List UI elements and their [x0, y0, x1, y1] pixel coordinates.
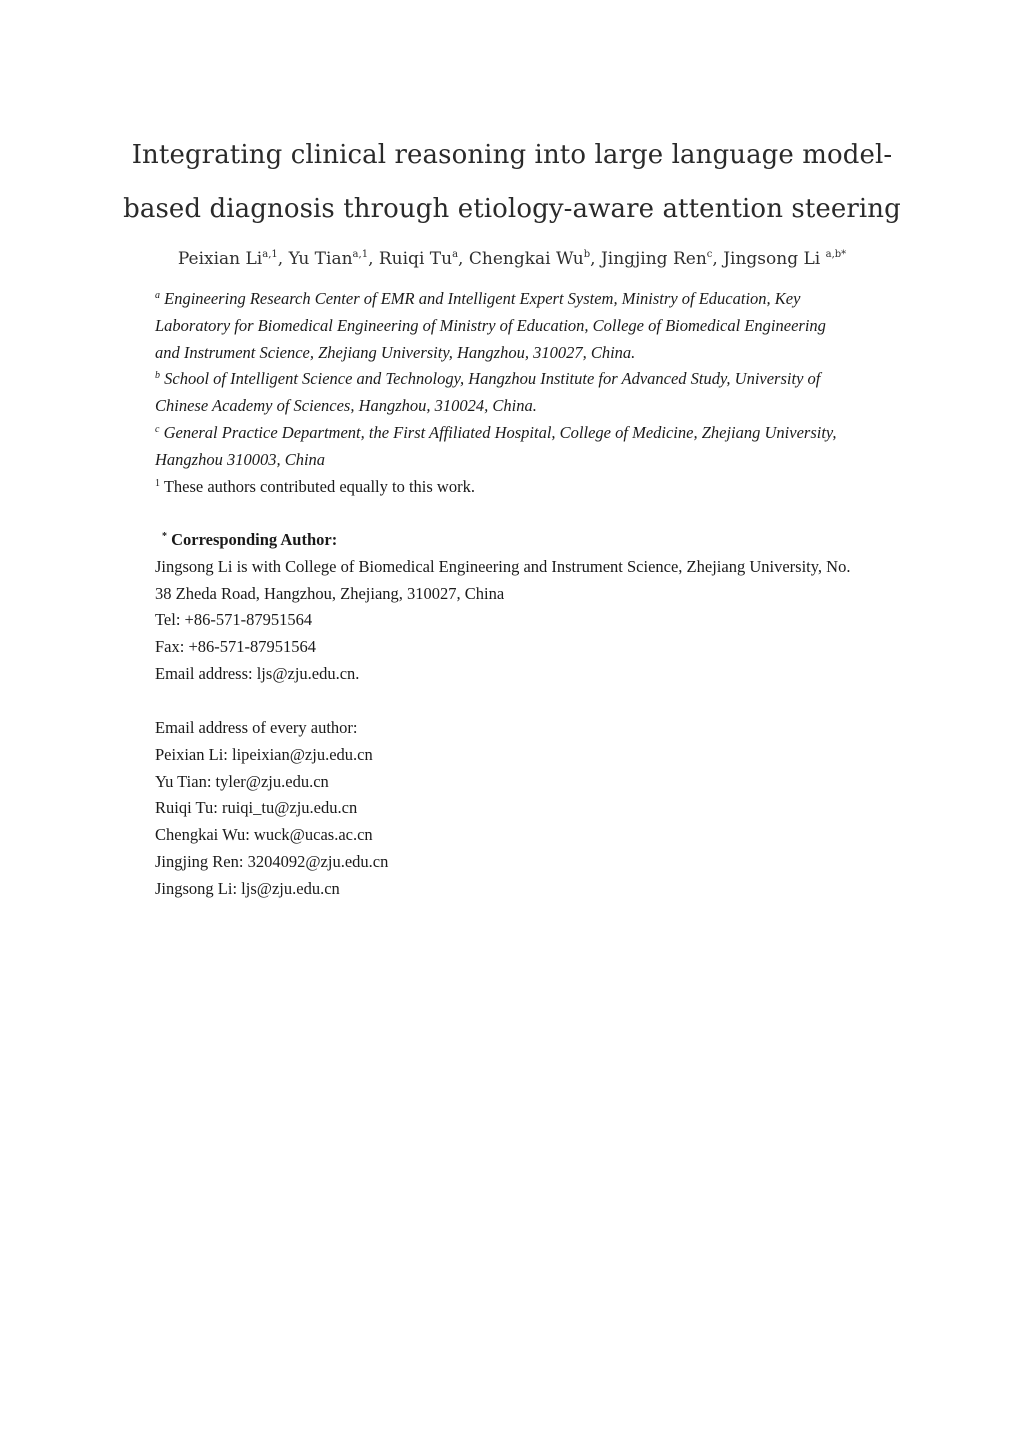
affiliation-line: Hangzhou 310003, China [155, 449, 326, 469]
author-separator: , [712, 249, 724, 269]
author-separator: , [458, 249, 469, 269]
affiliations [155, 286, 885, 500]
author [601, 249, 723, 269]
title-line-2: based diagnosis through etiology-aware attention steering [123, 194, 901, 224]
author-separator: , [368, 249, 379, 269]
author-name: Yu Tian [288, 249, 353, 269]
affiliation-line: Laboratory for Biomedical Engineering of Ministry of Education, College of Biomedical Engineering [155, 315, 826, 335]
corresponding-fax: Fax: +86-571-87951564 [155, 637, 317, 657]
author-name: Chengkai Wu [468, 249, 584, 269]
corresponding-email: Email address: ljs@zju.edu.cn. [155, 663, 360, 683]
affiliation-a [155, 286, 885, 366]
author-affiliation-mark: a,1 [262, 249, 278, 260]
author-emails-block [155, 715, 885, 903]
author-name: Peixian Li [177, 249, 263, 269]
corresponding-address: 38 Zheda Road, Hangzhou, Zhejiang, 310027, China [155, 583, 505, 603]
author [178, 249, 289, 269]
corresponding-address: Jingsong Li is with College of Biomedical Engineering and Instrument Science, Zhejiang University, No. [155, 556, 851, 576]
title-line-1: Integrating clinical reasoning into large language model- [131, 140, 893, 170]
author [289, 249, 379, 269]
author-affiliation-mark: c [706, 249, 713, 260]
author-affiliation-mark: a [452, 249, 459, 260]
author-email-item: Peixian Li: lipeixian@zju.edu.cn [155, 744, 373, 764]
author-name: Jingjing Ren [600, 249, 707, 269]
affiliation-line: Engineering Research Center of EMR and Intelligent Expert System, Ministry of Education, Key [160, 289, 801, 308]
author-email-item: Jingjing Ren: 3204092@zju.edu.cn [155, 851, 389, 871]
corresponding-heading-text: Corresponding Author: [167, 530, 338, 549]
author-list [100, 244, 924, 274]
affiliation-line: General Practice Department, the First Affiliated Hospital, College of Medicine, Zhejiang University, [159, 422, 837, 442]
author-email-item: Ruiqi Tu: ruiqi_tu@zju.edu.cn [155, 798, 358, 818]
equal-contribution-text: These authors contributed equally to this work. [160, 476, 475, 496]
author-separator: , [590, 249, 601, 269]
affiliation-line: Chinese Academy of Sciences, Hangzhou, 310024, China. [155, 396, 537, 416]
affiliation-mark: c [155, 423, 160, 435]
affiliation-b [155, 366, 885, 420]
author-emails-heading: Email address of every author: [155, 718, 358, 737]
affiliation-mark: a [155, 290, 160, 301]
author-name: Jingsong Li [723, 249, 826, 269]
equal-contribution-note [155, 474, 885, 501]
author-affiliation-mark: b [583, 249, 591, 260]
footnote-mark: 1 [155, 477, 160, 489]
author-name: Ruiqi Tu [378, 249, 453, 269]
author [723, 249, 846, 269]
author-email-item: Yu Tian: tyler@zju.edu.cn [155, 771, 329, 791]
author-email-item: Chengkai Wu: wuck@ucas.ac.cn [155, 825, 373, 845]
author-affiliation-mark: a,1 [352, 249, 369, 260]
paper-title [100, 128, 924, 236]
affiliation-mark: b [155, 370, 160, 382]
author [469, 249, 601, 269]
author-email-item: Jingsong Li: ljs@zju.edu.cn [155, 878, 340, 898]
affiliation-c [155, 420, 885, 474]
author-affiliation-mark: a,b* [825, 249, 847, 260]
corresponding-tel: Tel: +86-571-87951564 [155, 610, 313, 630]
corresponding-author-heading [155, 527, 885, 554]
author-separator: , [277, 249, 289, 269]
affiliation-line: School of Intelligent Science and Technology, Hangzhou Institute for Advanced Study, University of [160, 369, 821, 389]
author [379, 249, 469, 269]
corresponding-author-block [155, 527, 885, 688]
corresponding-mark: * [162, 531, 167, 542]
affiliation-line: and Instrument Science, Zhejiang University, Hangzhou, 310027, China. [155, 342, 636, 362]
